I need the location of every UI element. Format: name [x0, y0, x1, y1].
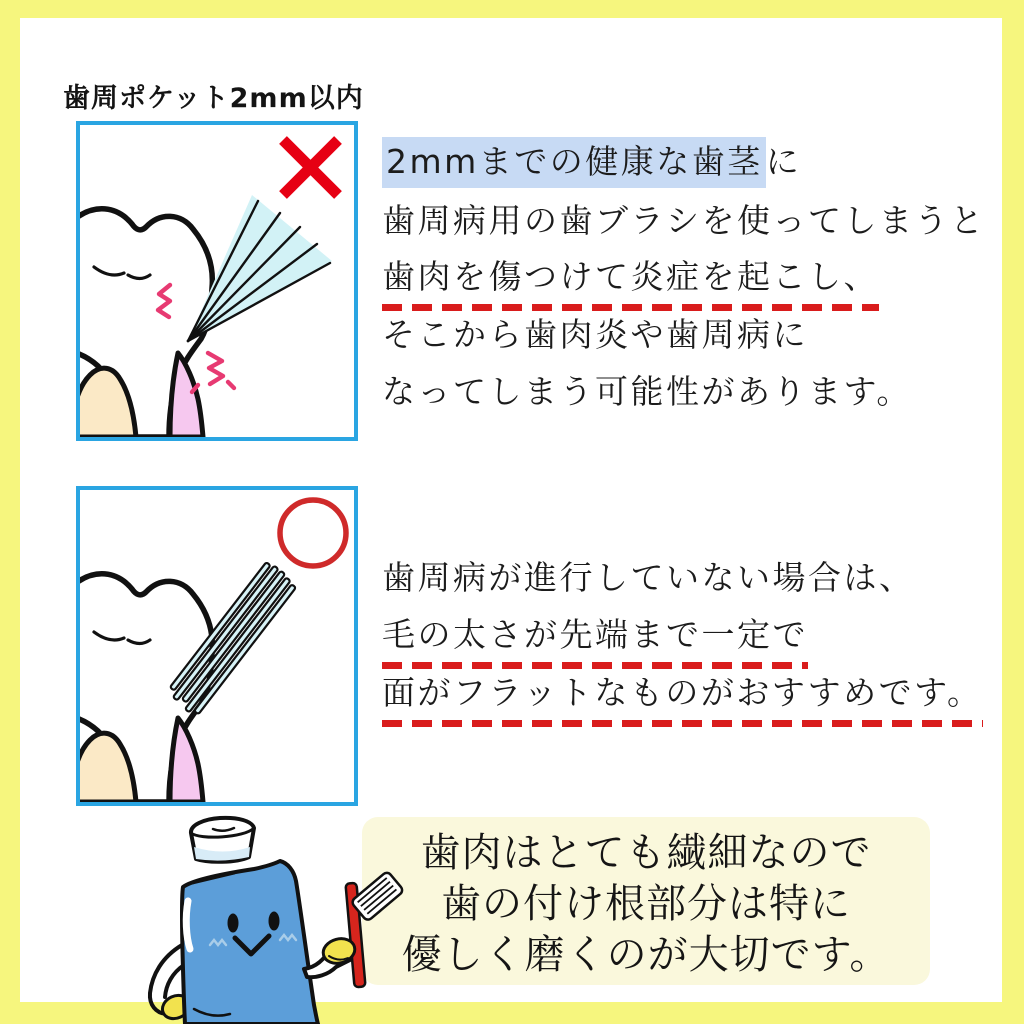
frame-border-right: [1002, 0, 1024, 1024]
mascot-tube-body: [182, 861, 318, 1024]
good-text-line1: 歯周病が進行していない場合は、: [382, 558, 915, 597]
note-line3: 優しく磨くのが大切です。: [401, 932, 891, 978]
page-title: 歯周ポケット2mm以内: [63, 83, 364, 114]
underlined-recommendation-2: 面がフラットなものがおすすめです。: [382, 671, 983, 727]
good-text-line2: [382, 613, 808, 669]
note-line1: 歯肉はとても繊細なので: [420, 830, 872, 876]
note-line2: 歯の付け根部分は特に: [441, 881, 851, 927]
bad-text-line1: [382, 140, 801, 184]
bad-text-line2: 歯周病用の歯ブラシを使ってしまうと: [382, 201, 986, 240]
toothpaste-mascot-icon: [128, 795, 408, 1024]
bad-example-panel: [76, 121, 358, 441]
good-text-line3: [382, 671, 983, 727]
highlighted-phrase: 2mmまでの健康な歯茎: [382, 137, 766, 188]
good-example-panel: [76, 486, 358, 806]
frame-border-left: [0, 0, 20, 1024]
line1-rest: に: [765, 142, 802, 181]
underlined-recommendation-1: 毛の太さが先端まで一定で: [382, 613, 808, 669]
good-example-illustration: [80, 490, 354, 802]
mascot-cap: [191, 818, 254, 862]
bad-text-line4: そこから歯肉炎や歯周病に: [382, 315, 808, 354]
note-box: [362, 817, 930, 985]
frame-border-top: [0, 0, 1024, 18]
bad-text-line3: [382, 255, 879, 311]
underlined-warning: 歯肉を傷つけて炎症を起こし、: [382, 255, 879, 311]
circle-mark-icon: [280, 500, 346, 566]
bad-text-line5: なってしまう可能性があります。: [382, 372, 912, 411]
bad-example-illustration: [80, 125, 354, 437]
x-mark-icon: [283, 140, 338, 195]
